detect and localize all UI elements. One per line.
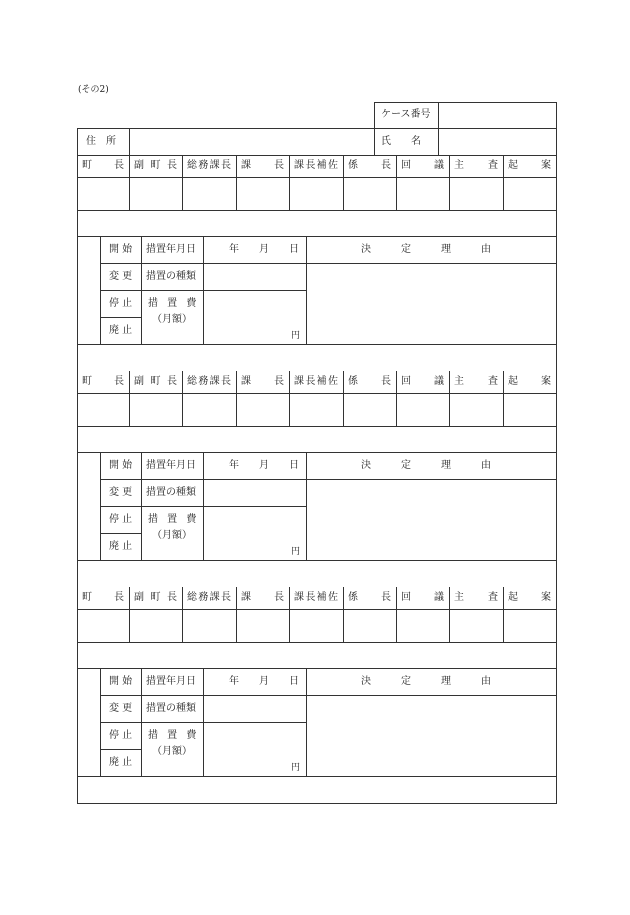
approval-label: 主 査 xyxy=(454,592,498,603)
approval-stamp-cell[interactable] xyxy=(237,394,288,425)
measure-date-label: 措置年月日 xyxy=(146,676,196,687)
yen-unit: 円 xyxy=(291,763,301,773)
block-footer-field[interactable] xyxy=(78,777,555,801)
measure-cost-label: 措 置 費 xyxy=(148,730,200,741)
line xyxy=(556,155,557,804)
line xyxy=(306,668,307,776)
approval-label: 副 町 長 xyxy=(134,592,177,603)
approval-label: 町 長 xyxy=(82,376,124,387)
measure-cost-field[interactable] xyxy=(205,508,304,558)
approval-label: 総 務 課 長 xyxy=(187,376,231,387)
measure-date-value: 年 月 日 xyxy=(229,676,299,687)
line xyxy=(100,722,141,723)
approval-stamp-cell[interactable] xyxy=(237,610,288,641)
measure-cost-label: 措 置 費 xyxy=(148,298,200,309)
line xyxy=(306,236,307,344)
decision-reason-field[interactable] xyxy=(308,481,554,558)
approval-stamp-cell[interactable] xyxy=(237,178,288,209)
measure-date-field[interactable] xyxy=(207,454,303,477)
approval-stamp-cell[interactable] xyxy=(397,178,448,209)
approval-stamp-cell[interactable] xyxy=(78,610,128,641)
approval-stamp-cell[interactable] xyxy=(183,610,235,641)
block-footer-field[interactable] xyxy=(78,561,555,585)
approval-label: 課 長 xyxy=(241,160,284,171)
approval-stamp-cell[interactable] xyxy=(78,178,128,209)
measure-date-field[interactable] xyxy=(207,670,303,693)
measure-date-label: 措置年月日 xyxy=(146,460,196,471)
yen-unit: 円 xyxy=(291,547,301,557)
line xyxy=(77,155,556,156)
line xyxy=(77,452,556,453)
measure-kind-field[interactable] xyxy=(205,265,304,288)
stop-label: 停 止 xyxy=(109,298,133,309)
approval-stamp-cell[interactable] xyxy=(290,394,342,425)
line xyxy=(129,128,130,155)
approval-label: 副 町 長 xyxy=(134,376,177,387)
approval-stamp-cell[interactable] xyxy=(504,178,555,209)
approval-label: 課 長 xyxy=(241,376,284,387)
line xyxy=(77,803,556,804)
line xyxy=(100,695,556,696)
approval-label: 課 長 補 佐 xyxy=(294,376,338,387)
address-label: 住 所 xyxy=(86,136,116,147)
approval-label: 主 査 xyxy=(454,376,498,387)
start-label: 開 始 xyxy=(109,676,133,687)
approval-label: 総 務 課 長 xyxy=(187,160,231,171)
measure-date-label: 措置年月日 xyxy=(146,244,196,255)
block-remarks-field[interactable] xyxy=(78,211,555,235)
measure-kind-label: 措置の種類 xyxy=(146,487,196,498)
approval-stamp-cell[interactable] xyxy=(397,394,448,425)
decision-reason-label: 決 定 理 由 xyxy=(361,676,501,687)
decision-reason-field[interactable] xyxy=(308,697,554,774)
abolish-label: 廃 止 xyxy=(109,541,133,552)
approval-label: 起 案 xyxy=(508,376,551,387)
approval-stamp-cell[interactable] xyxy=(397,610,448,641)
name-label: 氏 名 xyxy=(381,136,421,147)
change-label: 変 更 xyxy=(109,703,133,714)
decision-reason-label: 決 定 理 由 xyxy=(361,460,501,471)
page-note: (その2) xyxy=(78,85,109,95)
approval-stamp-cell[interactable] xyxy=(130,178,181,209)
case-number-label: ケース番号 xyxy=(381,109,431,120)
block-remarks-field[interactable] xyxy=(78,427,555,451)
approval-label: 係 長 xyxy=(348,592,391,603)
measure-cost-field[interactable] xyxy=(205,292,304,342)
line xyxy=(100,506,141,507)
line xyxy=(100,749,141,750)
approval-label: 副 町 長 xyxy=(134,160,177,171)
approval-label: 総 務 課 長 xyxy=(187,592,231,603)
measure-date-value: 年 月 日 xyxy=(229,244,299,255)
approval-stamp-cell[interactable] xyxy=(344,178,395,209)
approval-label: 回 議 xyxy=(401,592,444,603)
line xyxy=(100,290,141,291)
approval-label: 回 議 xyxy=(401,376,444,387)
decision-reason-label: 決 定 理 由 xyxy=(361,244,501,255)
block-footer-field[interactable] xyxy=(78,345,555,369)
approval-stamp-cell[interactable] xyxy=(504,394,555,425)
measure-cost-sub: （月額） xyxy=(152,314,192,325)
approval-label: 課 長 補 佐 xyxy=(294,160,338,171)
approval-label: 町 長 xyxy=(82,160,124,171)
start-label: 開 始 xyxy=(109,244,133,255)
approval-stamp-cell[interactable] xyxy=(344,394,395,425)
line xyxy=(77,668,556,669)
measure-cost-sub: （月額） xyxy=(152,746,192,757)
line xyxy=(100,533,141,534)
approval-label: 主 査 xyxy=(454,160,498,171)
approval-label: 起 案 xyxy=(508,160,551,171)
approval-stamp-cell[interactable] xyxy=(290,610,342,641)
decision-reason-field[interactable] xyxy=(308,265,554,342)
line xyxy=(100,263,556,264)
line xyxy=(141,290,306,291)
line xyxy=(556,102,557,155)
line xyxy=(141,506,306,507)
approval-label: 係 長 xyxy=(348,160,391,171)
line xyxy=(100,479,556,480)
measure-kind-field[interactable] xyxy=(205,481,304,504)
measure-date-value: 年 月 日 xyxy=(229,460,299,471)
measure-cost-field[interactable] xyxy=(205,724,304,774)
approval-label: 課 長 xyxy=(241,592,284,603)
line xyxy=(141,722,306,723)
yen-unit: 円 xyxy=(291,331,301,341)
change-label: 変 更 xyxy=(109,271,133,282)
measure-kind-label: 措置の種類 xyxy=(146,703,196,714)
approval-stamp-cell[interactable] xyxy=(450,610,502,641)
approval-label: 起 案 xyxy=(508,592,551,603)
block-remarks-field[interactable] xyxy=(78,643,555,667)
approval-stamp-cell[interactable] xyxy=(130,610,181,641)
measure-cost-sub: （月額） xyxy=(152,530,192,541)
measure-date-field[interactable] xyxy=(207,238,303,261)
line xyxy=(77,128,556,129)
line xyxy=(100,317,141,318)
approval-stamp-cell[interactable] xyxy=(450,394,502,425)
line xyxy=(374,102,556,103)
stop-label: 停 止 xyxy=(109,514,133,525)
approval-stamp-cell[interactable] xyxy=(450,178,502,209)
approval-stamp-cell[interactable] xyxy=(183,178,235,209)
approval-stamp-cell[interactable] xyxy=(183,394,235,425)
start-label: 開 始 xyxy=(109,460,133,471)
approval-label: 係 長 xyxy=(348,376,391,387)
approval-stamp-cell[interactable] xyxy=(130,394,181,425)
approval-stamp-cell[interactable] xyxy=(290,178,342,209)
approval-stamp-cell[interactable] xyxy=(504,610,555,641)
stop-label: 停 止 xyxy=(109,730,133,741)
line xyxy=(77,236,556,237)
approval-stamp-cell[interactable] xyxy=(344,610,395,641)
abolish-label: 廃 止 xyxy=(109,757,133,768)
approval-label: 回 議 xyxy=(401,160,444,171)
measure-kind-field[interactable] xyxy=(205,697,304,720)
approval-label: 町 長 xyxy=(82,592,124,603)
measure-kind-label: 措置の種類 xyxy=(146,271,196,282)
measure-cost-label: 措 置 費 xyxy=(148,514,200,525)
line xyxy=(306,452,307,560)
change-label: 変 更 xyxy=(109,487,133,498)
approval-label: 課 長 補 佐 xyxy=(294,592,338,603)
approval-stamp-cell[interactable] xyxy=(78,394,128,425)
abolish-label: 廃 止 xyxy=(109,325,133,336)
